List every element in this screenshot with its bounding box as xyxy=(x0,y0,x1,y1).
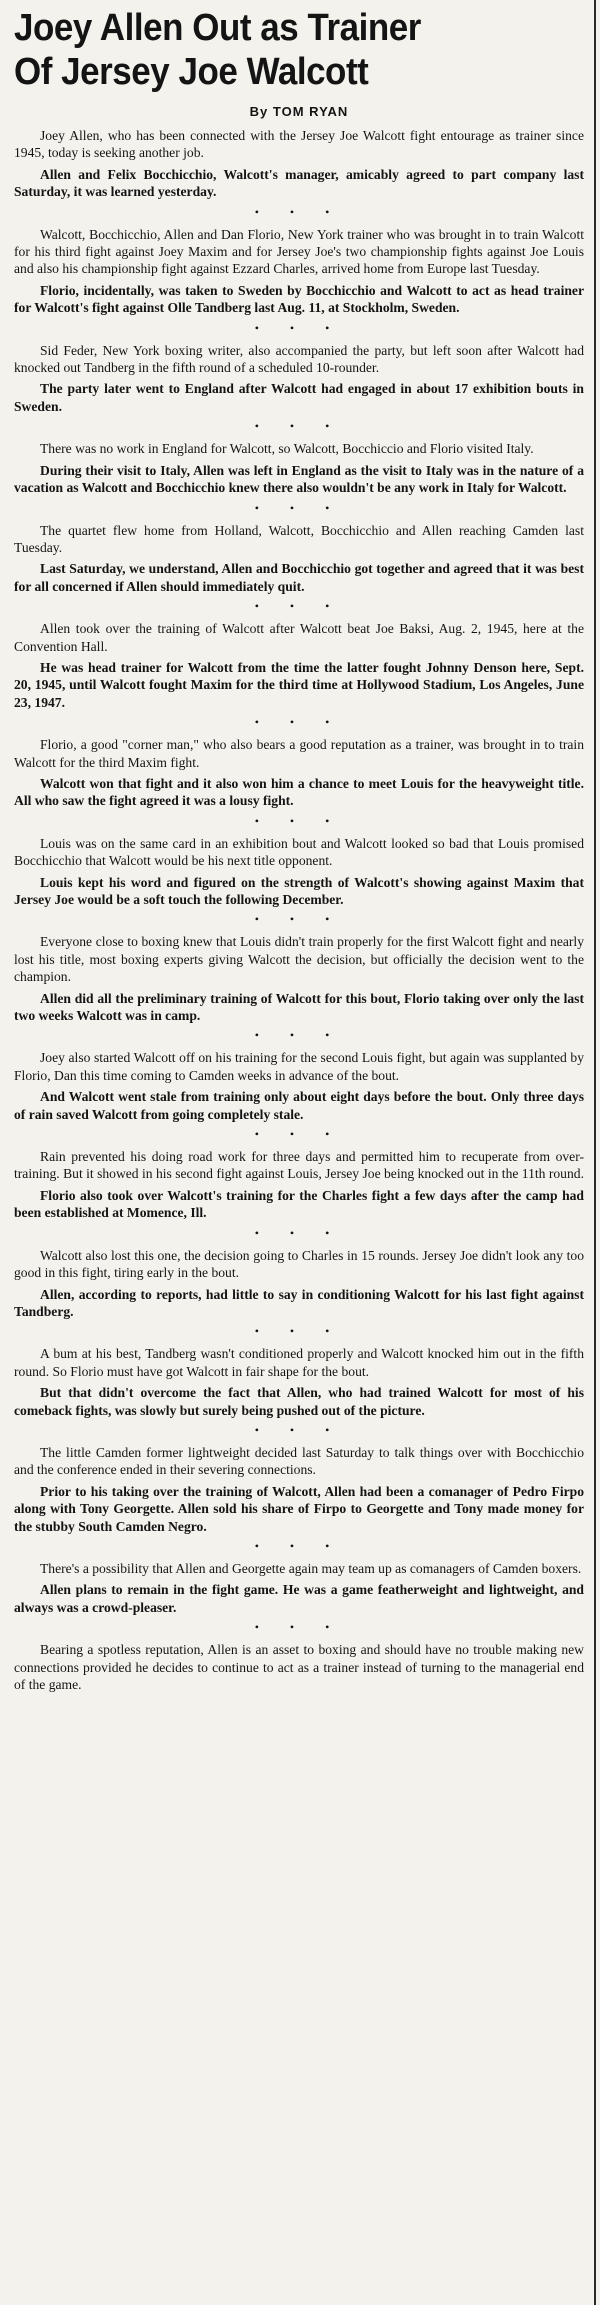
headline-line-1: Joey Allen Out as Trainer xyxy=(14,7,421,49)
section-separator: • • • xyxy=(254,419,344,434)
section-separator: • • • xyxy=(254,599,344,614)
article-paragraph: The quartet flew home from Holland, Walcott, Bocchicchio and Allen reaching Camden last Tuesday. xyxy=(14,522,584,555)
article-paragraph: He was head trainer for Walcott from the time the latter fought Johnny Denson here, Sept. 20, 1945, until Walcott fought Maxim for the third time at Hollywood Stadium, Los Angeles, June 23, 1947. xyxy=(14,659,584,710)
article-paragraph: Bearing a spotless reputation, Allen is an asset to boxing and should have no trouble making new connections provided he decides to continue to act as a trainer instead of turning to the managerial end of the game. xyxy=(14,1642,584,1692)
article-paragraph: Allen, according to reports, had little to say in conditioning Walcott for his last fight against Tandberg. xyxy=(14,1286,584,1319)
section-separator: • • • xyxy=(254,1225,344,1240)
article-paragraph: Everyone close to boxing knew that Louis didn't train properly for the first Walcott fight and nearly lost his title, most boxing experts giving Walcott the decision, but officially the decision went to the champion. xyxy=(14,934,584,985)
article-paragraph: Walcott, Bocchicchio, Allen and Dan Florio, New York trainer who was brought in to train Walcott for his third fight against Joey Maxim and for Jersey Joe's two championship fights against Joe Louis and also his championship fight against Ezzard Charles, arrived home from Europe last Tuesday. xyxy=(14,226,584,277)
article-paragraph: Joey also started Walcott off on his training for the second Louis fight, but again was supplanted by Florio, Dan this time coming to Camden weeks in advance of the bout. xyxy=(14,1050,584,1083)
article-paragraph: Joey Allen, who has been connected with the Jersey Joe Walcott fight entourage as trainer since 1945, today is seeking another job. xyxy=(14,128,584,161)
article-paragraph: There was no work in England for Walcott, so Walcott, Bocchiccio and Florio visited Italy. xyxy=(40,441,534,457)
section-separator: • • • xyxy=(254,1620,344,1635)
article-paragraph: The party later went to England after Walcott had engaged in about 17 exhibition bouts in Sweden. xyxy=(14,381,584,414)
article-paragraph: Florio, a good "corner man," who also bears a good reputation as a trainer, was brought in to train Walcott for the third Maxim fight. xyxy=(14,737,584,770)
section-separator: • • • xyxy=(254,204,344,219)
section-separator: • • • xyxy=(254,500,344,515)
article-paragraph: Rain prevented his doing road work for three days and permitted him to recuperate from over-training. But it showed in his second fight against Louis, Jersey Joe being knocked out in the 11th round. xyxy=(14,1149,584,1182)
article-paragraph: A bum at his best, Tandberg wasn't conditioned properly and Walcott knocked him out in the fifth round. So Florio must have got Walcott in fair shape for the bout. xyxy=(14,1346,584,1379)
article-paragraph: Sid Feder, New York boxing writer, also accompanied the party, but left soon after Walcott had knocked out Tandberg in the fifth round of a scheduled 10-rounder. xyxy=(14,342,584,376)
article-paragraph: Allen and Felix Bocchicchio, Walcott's manager, amicably agreed to part company last Saturday, it was learned yesterday. xyxy=(14,166,584,200)
article-paragraph: Louis was on the same card in an exhibition bout and Walcott looked so bad that Louis promised Bocchicchio that Walcott would be his next title opponent. xyxy=(14,835,584,869)
section-separator: • • • xyxy=(254,1028,344,1043)
article-paragraph: Walcott also lost this one, the decision going to Charles in 15 rounds. Jersey Joe didn't look any too good in this fight, tiring early in the bout. xyxy=(14,1247,584,1281)
section-separator: • • • xyxy=(254,1538,344,1553)
section-separator: • • • xyxy=(254,1127,344,1142)
article-paragraph: Prior to his taking over the training of Walcott, Allen had been a comanager of Pedro Firpo along with Tony Georgette. Allen sold his share of Firpo to Georgette and Tony made money for the stubby South Camden Negro. xyxy=(14,1483,584,1534)
headline xyxy=(14,6,538,94)
section-separator: • • • xyxy=(254,715,344,730)
article-paragraph: The little Camden former lightweight decided last Saturday to talk things over with Bocchicchio and the conference ended in their severing connections. xyxy=(14,1444,584,1478)
article-paragraph: But that didn't overcome the fact that Allen, who had trained Walcott for most of his comeback fights, was slowly but surely being pushed out of the picture. xyxy=(14,1385,584,1418)
article-paragraph: Florio also took over Walcott's training for the Charles fight a few days after the camp had been established at Momence, Ill. xyxy=(14,1187,584,1221)
article-paragraph: Allen took over the training of Walcott after Walcott beat Joe Baksi, Aug. 2, 1945, here at the Convention Hall. xyxy=(14,621,584,654)
article-paragraph: Walcott won that fight and it also won him a chance to meet Louis for the heavyweight title. All who saw the fight agreed it was a lousy fight. xyxy=(14,775,584,809)
section-separator: • • • xyxy=(254,813,344,828)
column-rule xyxy=(594,0,596,2305)
article-paragraph: Louis kept his word and figured on the strength of Walcott's showing against Maxim that Jersey Joe would be a soft touch the following December. xyxy=(14,874,584,907)
article-paragraph: Florio, incidentally, was taken to Sweden by Bocchicchio and Walcott to act as head trainer for Walcott's fight against Olle Tandberg last Aug. 11, at Stockholm, Sweden. xyxy=(14,282,584,316)
section-separator: • • • xyxy=(254,1422,344,1437)
article-paragraph: And Walcott went stale from training only about eight days before the bout. Only three days of rain saved Walcott from going completely stale. xyxy=(14,1089,584,1122)
article-paragraph: There's a possibility that Allen and Georgette again may team up as comanagers of Camden boxers. xyxy=(40,1560,582,1576)
section-separator: • • • xyxy=(254,320,344,335)
article-paragraph: Last Saturday, we understand, Allen and Bocchicchio got together and agreed that it was best for all concerned if Allen should immediately quit. xyxy=(14,561,584,594)
section-separator: • • • xyxy=(254,1324,344,1339)
article-paragraph: Allen did all the preliminary training of Walcott for this bout, Florio taking over only the last two weeks Walcott was in camp. xyxy=(14,990,584,1024)
headline-line-2: Of Jersey Joe Walcott xyxy=(14,51,369,93)
article-paragraph: Allen plans to remain in the fight game. He was a game featherweight and lightweight, and always was a crowd-pleaser. xyxy=(14,1582,584,1615)
byline: By TOM RYAN xyxy=(249,104,349,119)
section-separator: • • • xyxy=(254,912,344,927)
article-body xyxy=(14,127,584,1693)
article-paragraph: During their visit to Italy, Allen was left in England as the visit to Italy was in the nature of a vacation as Walcott and Bocchicchio knew there also wouldn't be any work in Italy for Walcott. xyxy=(14,462,584,496)
